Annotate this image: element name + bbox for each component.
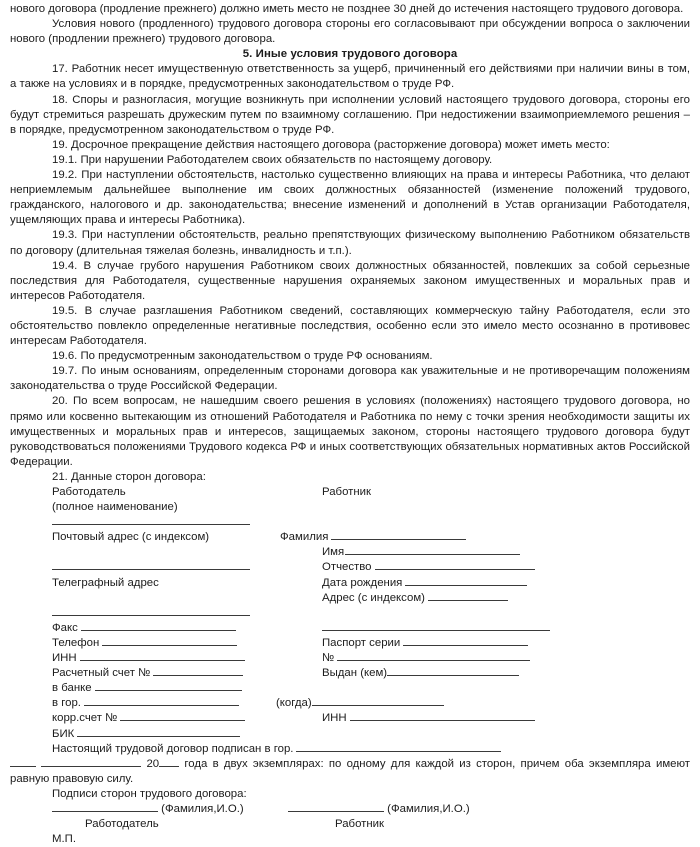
form-row-rule-fax (10, 606, 690, 621)
field-corr-account (52, 711, 245, 726)
field-phone-label: Телефон (52, 636, 100, 649)
field-settlement-account-line[interactable] (153, 666, 243, 676)
field-first-name-label: Имя (322, 546, 345, 559)
signing-day-line[interactable] (10, 757, 36, 767)
field-postal-address-label: Почтовый адрес (с индексом) (52, 531, 210, 544)
form-row-blank-address (10, 591, 690, 606)
form-row-bank (10, 681, 690, 696)
field-fax-label: Факс (52, 621, 78, 634)
employee-signature-caption: (Фамилия,И.О.) (387, 802, 470, 815)
field-bik-line[interactable] (77, 727, 240, 737)
signed-in-city-line[interactable] (296, 742, 501, 752)
signature-roles-row (10, 817, 690, 832)
copies-text: года в двух экземплярах: по одному для каждой из сторон, причем оба экземпляра имеют равную правовую силу. (10, 757, 690, 785)
field-city (52, 696, 239, 711)
field-corr-account-line[interactable] (120, 711, 245, 721)
form-row-telegraph-birthdate (10, 576, 690, 591)
field-first-name-line[interactable] (345, 545, 520, 555)
field-passport-series-label: Паспорт серии (322, 636, 401, 649)
field-inn-left-line[interactable] (80, 651, 245, 661)
field-surname-label: Фамилия (280, 531, 329, 544)
field-patronymic-label: Отчество (322, 561, 372, 574)
employee-signature-line[interactable] (288, 802, 384, 812)
field-issued-by (322, 666, 519, 681)
field-phone-line[interactable] (102, 636, 237, 646)
form-row-inn-passportnumber (10, 651, 690, 666)
copies-statement (10, 757, 690, 787)
section-heading-5: 5. Иные условия трудового договора (242, 48, 458, 61)
employer-signature-line[interactable] (52, 802, 158, 812)
form-row-rule-postal (10, 515, 690, 530)
paragraph-19-2: 19.2. При наступлении обстоятельств, настолько существенно влияющих на права и интересы Работника, что делают неприемлемым дальнейшее выполнение им своих должностных обязанностей (изменение положений трудового, гражданского, налогового и др. законодательства; внесение изменений и дополнений в Устав организации Работодателя, ущемляющих права и интересы Работника). (10, 169, 690, 227)
form-row-blank-firstname (10, 545, 690, 560)
paragraph-19-3: 19.3. При наступлении обстоятельств, реально препятствующих физическому выполнению Работником обязательств по договору (длительная тяжелая болезнь, инвалидность и т.п.). (10, 229, 690, 257)
form-row-fax-passportrule (10, 621, 690, 636)
employer-signature-caption: (Фамилия,И.О.) (161, 802, 244, 815)
field-bik (52, 727, 240, 742)
paragraph-new-contract-conditions: Условия нового (продленного) трудового договора стороны его согласовывают при обсуждении вопроса о заключении нового (продлении прежнего) трудового договора. (10, 18, 690, 46)
field-surname (280, 530, 466, 545)
employee-title: Работник (322, 486, 372, 498)
field-passport-series-line[interactable] (403, 636, 528, 646)
employee-address-fill-line[interactable] (322, 630, 550, 631)
field-inn-right-label: ИНН (322, 712, 347, 725)
paragraph-18: 18. Споры и разногласия, могущие возникнуть при исполнении условий настоящего трудового договора, стороны его будут стремиться разрешать дружеским путем по взаимному соглашению. При недостижении взаимоприемлемого решения – в порядке, предусмотренном законодательством о труде РФ. (10, 93, 690, 136)
field-inn-left-label: ИНН (52, 652, 77, 665)
field-birth-date (322, 576, 527, 591)
field-phone (52, 636, 237, 651)
paragraph-20: 20. По всем вопросам, не нашедшим своего решения в условиях (положениях) настоящего трудового договора, но прямо или косвенно вытекающим из отношений Работодателя и Работника по нему с точки зрения необходимости защиты их имущественных и моральных прав и интересов, защищаемых законом, стороны настоящего трудового договора будут руководствоваться положениями Трудового кодекса РФ и иных соответствующих обязательных нормативных актов Российской Федерации. (10, 395, 690, 468)
form-row-postal-surname (10, 530, 690, 545)
field-bank-line[interactable] (95, 681, 242, 691)
field-issued-when-line[interactable] (312, 696, 444, 706)
employee-signature-role: Работник (335, 818, 385, 831)
closing-block (10, 742, 690, 847)
employer-name-fill-line[interactable] (52, 524, 250, 525)
field-issued-by-line[interactable] (387, 666, 519, 676)
field-address-label: Адрес (с индексом) (322, 591, 425, 604)
paragraph-17: 17. Работник несет имущественную ответственность за ущерб, причиненный его действиями при наличии вины в том, а также на условиях и в порядке, предусмотренных законодательством о труде РФ. (10, 63, 690, 91)
field-settlement-account (52, 666, 243, 681)
field-passport-number-line[interactable] (337, 651, 530, 661)
field-issued-by-label: Выдан (кем) (322, 667, 388, 680)
paragraph-continuation: нового договора (продление прежнего) должно иметь место не позднее 30 дней до истечения настоящего трудового договора. (10, 3, 684, 15)
postal-address-fill-line[interactable] (52, 569, 250, 570)
form-row-phone-passportseries (10, 636, 690, 651)
year-prefix: 20 (146, 757, 160, 770)
field-bank (52, 681, 242, 696)
paragraph-19: 19. Досрочное прекращение действия настоящего договора (расторжение договора) может иметь место: (52, 138, 610, 151)
form-row-city-issuedwhen (10, 696, 690, 711)
field-patronymic-line[interactable] (375, 560, 535, 570)
field-inn-right (322, 711, 535, 726)
field-address (322, 591, 508, 606)
field-inn-left (52, 651, 245, 666)
field-telegraph-address-label: Телеграфный адрес (52, 576, 159, 589)
paragraph-19-1: 19.1. При нарушении Работодателем своих обязательств по настоящему договору. (52, 153, 493, 166)
paragraph-19-6: 19.6. По предусмотренным законодательством о труде РФ основаниям. (52, 350, 433, 363)
field-passport-number-label: № (322, 652, 335, 665)
paragraph-19-4: 19.4. В случае грубого нарушения Работником своих должностных обязанностей, повлекших за собой серьезные последствия для Работодателя, существенные нарушения охраняемых законом имущественных и моральных прав и интересов Работодателя. (10, 259, 690, 302)
field-issued-when (276, 696, 444, 711)
field-surname-line[interactable] (331, 530, 466, 540)
signatures-heading: Подписи сторон трудового договора: (52, 787, 247, 800)
form-row-party-titles (10, 485, 690, 500)
employer-signature-group (52, 802, 244, 817)
parties-data-form (10, 485, 690, 742)
field-bik-label: БИК (52, 727, 75, 740)
form-row-rule-telegraph-patronymic (10, 560, 690, 575)
field-city-label: в гор. (52, 697, 81, 710)
form-row-corraccount-innright (10, 711, 690, 726)
field-postal-address (52, 530, 209, 545)
field-inn-right-line[interactable] (350, 711, 535, 721)
field-passport-number (322, 651, 530, 666)
form-row-account-issuedby (10, 666, 690, 681)
field-bank-label: в банке (52, 682, 92, 695)
field-passport-series (322, 636, 528, 651)
field-corr-account-label: корр.счет № (52, 712, 118, 725)
signed-in-city-row (10, 742, 690, 757)
field-fax (52, 621, 236, 636)
seal-mark: М.П. (52, 833, 77, 846)
field-city-line[interactable] (84, 696, 239, 706)
telegraph-address-fill-line[interactable] (52, 615, 250, 616)
field-issued-when-label: (когда) (276, 697, 312, 710)
signed-in-city (52, 742, 501, 757)
seal-row (10, 832, 690, 847)
form-row-bik (10, 727, 690, 742)
employer-signature-role: Работодатель (85, 818, 159, 831)
employer-fullname-note: (полное наименование) (52, 501, 178, 514)
signed-in-city-label: Настоящий трудовой договор подписан в гор. (52, 742, 294, 755)
field-telegraph-address (52, 576, 159, 591)
paragraph-19-5: 19.5. В случае разглашения Работником сведений, составляющих коммерческую тайну Работодателя, если это обстоятельство повлекло определенные негативные последствия, особенно если это имело место осознанно в противовес интересам Работодателя. (10, 304, 690, 348)
signing-year-line[interactable] (159, 757, 179, 767)
signature-lines-row (10, 802, 690, 817)
signing-month-line[interactable] (41, 757, 141, 767)
employee-signature-group (288, 802, 470, 817)
field-address-line[interactable] (428, 591, 508, 601)
field-fax-line[interactable] (81, 621, 236, 631)
paragraph-19-7: 19.7. По иным основаниям, определенным сторонами договора как уважительные и не противоречащим положениям законодательства о труде Российской Федерации. (10, 365, 690, 393)
field-first-name (322, 545, 520, 560)
paragraphs-top-block (10, 2, 690, 47)
field-birth-date-label: Дата рождения (322, 576, 403, 589)
paragraphs-body-block (10, 62, 690, 485)
field-settlement-account-label: Расчетный счет № (52, 667, 151, 680)
employer-title: Работодатель (52, 486, 126, 498)
form-row-full-name-note (10, 500, 690, 515)
paragraph-21: 21. Данные сторон договора: (52, 470, 206, 483)
field-patronymic (322, 560, 535, 575)
field-birth-date-line[interactable] (405, 576, 527, 586)
